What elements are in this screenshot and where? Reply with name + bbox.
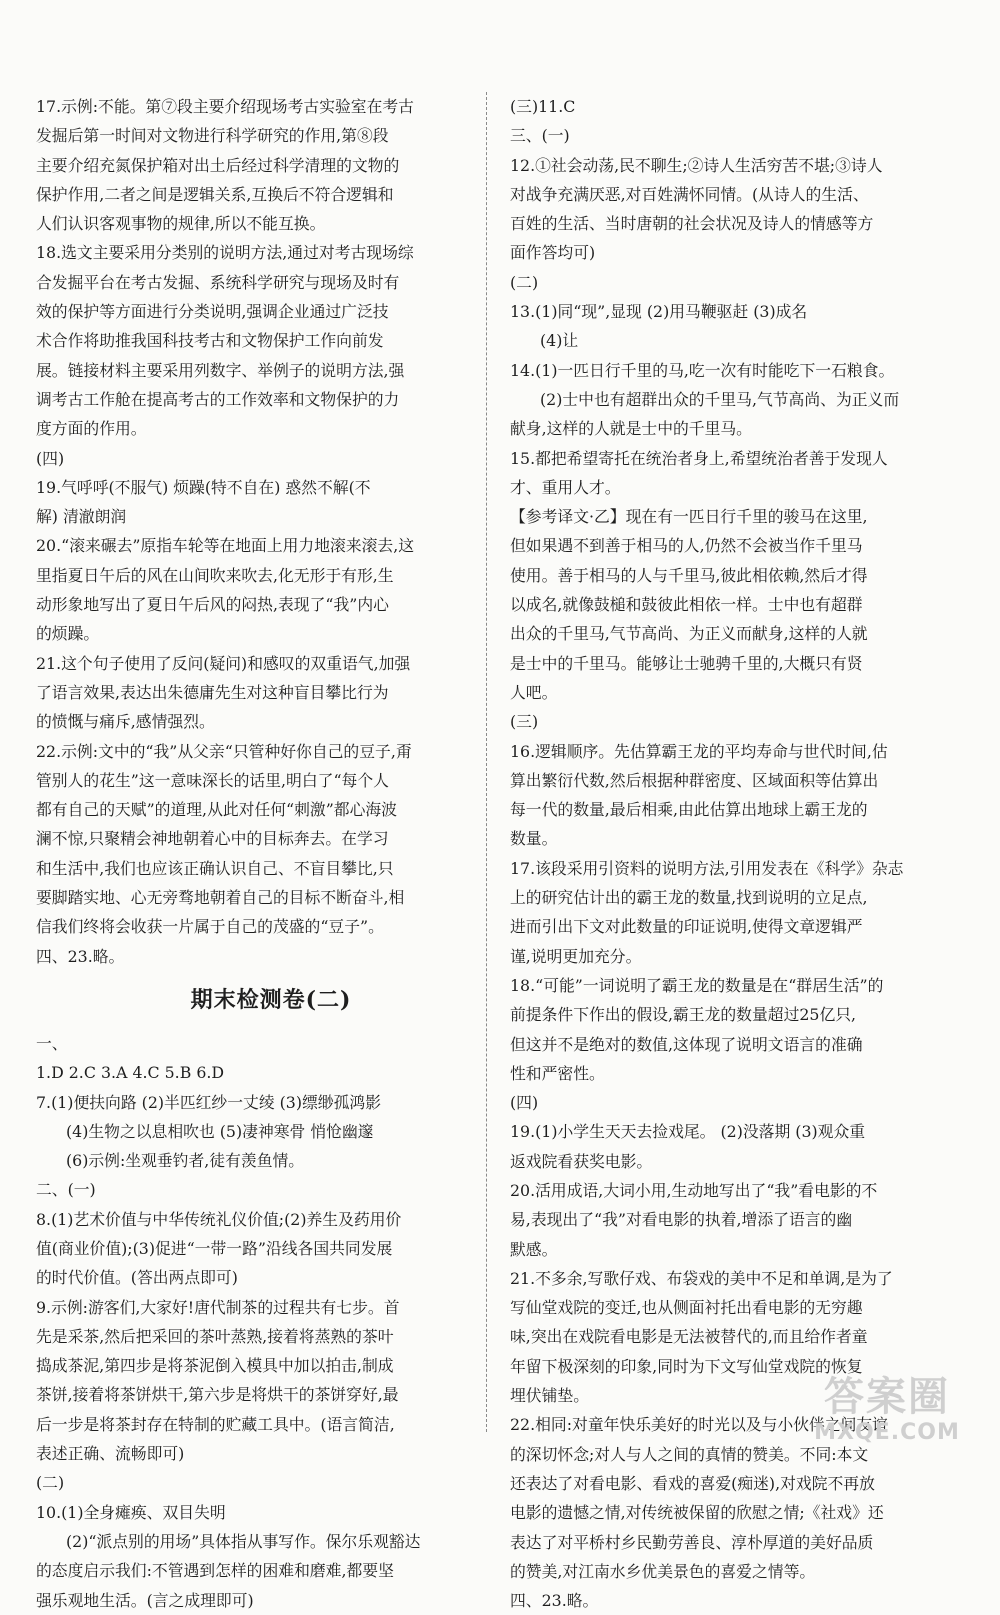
answer-line: 19.气呼呼(不服气) 烦躁(特不自在) 惑然不解(不 (36, 477, 371, 497)
answer-line: 的深切怀念;对人与人之间的真情的赞美。不同:本文 (510, 1444, 869, 1464)
watermark-logo (792, 1374, 982, 1452)
section-title: 期末检测卷(二) (190, 986, 352, 1013)
answer-line: 表述正确、流畅即可) (36, 1444, 185, 1464)
answer-line: 解) 清澈朗润 (36, 507, 127, 527)
answer-line: (4)让 (540, 331, 579, 351)
answer-line: 的赞美,对江南水乡优美景色的喜爱之情等。 (510, 1561, 816, 1581)
answer-line: 数量。 (510, 829, 558, 849)
answer-line: 10.(1)全身瘫痪、双目失明 (36, 1502, 226, 1522)
answer-line: 度方面的作用。 (36, 419, 147, 439)
answer-line: (4)生物之以息相吹也 (5)凄神寒骨 悄怆幽邃 (66, 1121, 374, 1141)
answer-line: (三)11.C (510, 97, 576, 116)
answer-line: 16.逻辑顺序。先估算霸王龙的平均寿命与世代时间,估 (510, 741, 888, 761)
answer-line: 每一代的数量,最后相乘,由此估算出地球上霸王龙的 (510, 800, 868, 820)
answer-line: 和生活中,我们也应该正确认识自己、不盲目攀比,只 (36, 858, 394, 878)
watermark-glyph: 答案圈 (824, 1374, 950, 1420)
answer-line: 术合作将助推我国科技考古和文物保护工作向前发 (36, 331, 384, 351)
answer-line: 二、(一) (36, 1180, 96, 1200)
answer-line: 人们认识客观事物的规律,所以不能互换。 (36, 214, 326, 234)
answer-line: (2)“派点别的用场”具体指从事写作。保尔乐观豁达 (66, 1531, 421, 1551)
answer-line: 三、(一) (510, 126, 570, 146)
answer-line: 发掘后第一时间对文物进行科学研究的作用,第⑧段 (36, 126, 389, 146)
left-answers-top (36, 92, 466, 971)
answer-line: 默感。 (510, 1239, 558, 1259)
answer-line: 但这并不是绝对的数值,这体现了说明文语言的准确 (510, 1034, 863, 1054)
answer-line: 的愤慨与痛斥,感情强烈。 (36, 712, 215, 732)
answer-line: 12.①社会动荡,民不聊生;②诗人生活穷苦不堪;③诗人 (510, 155, 883, 175)
answer-line: 上的研究估计出的霸王龙的数量,找到说明的立足点, (510, 888, 868, 908)
answer-line: 人吧。 (510, 682, 558, 702)
answer-line: 埋伏铺垫。 (510, 1386, 589, 1406)
answer-line: (四) (510, 1093, 539, 1113)
answer-line: 易,表现出了“我”对看电影的执着,增添了语言的幽 (510, 1210, 853, 1230)
answer-line: 要脚踏实地、心无旁骛地朝着自己的目标不断奋斗,相 (36, 888, 405, 908)
answer-line: 的烦躁。 (36, 624, 100, 644)
answer-line: 调考古工作舱在提高考古的工作效率和文物保护的力 (36, 389, 400, 409)
answer-line: 以成名,就像鼓槌和鼓彼此相依一样。士中也有超群 (510, 595, 863, 615)
answer-line: 合发掘平台在考古发掘、系统科学研究与现场及时有 (36, 272, 400, 292)
answer-line: 使用。善于相马的人与千里马,彼此相依赖,然后才得 (510, 565, 868, 585)
answer-line: 9.示例:游客们,大家好!唐代制茶的过程共有七步。首 (36, 1297, 400, 1317)
answer-line: (2)士中也有超群出众的千里马,气节高尚、为正义而 (540, 389, 900, 409)
answer-line: 保护作用,二者之间是逻辑关系,互换后不符合逻辑和 (36, 184, 394, 204)
answer-line: 14.(1)一匹日行千里的马,吃一次有时能吃下一石粮食。 (510, 360, 895, 380)
answer-line: 的态度启示我们:不管遇到怎样的困难和磨难,都要坚 (36, 1561, 394, 1581)
answer-line: 里指夏日午后的风在山间吹来吹去,化无形于有形,生 (36, 565, 394, 585)
watermark-url: MXQE.COM (814, 1420, 960, 1445)
answer-line: 年留下极深刻的印象,同时为下文写仙堂戏院的恢复 (510, 1356, 863, 1376)
answer-line: 茶饼,接着将茶饼烘干,第六步是将烘干的茶饼穿好,最 (36, 1385, 399, 1405)
answer-line: 强乐观地生活。(言之成理即可) (36, 1590, 254, 1610)
left-answers-bottom (36, 1029, 466, 1615)
answer-line: 但如果遇不到善于相马的人,仍然不会被当作千里马 (510, 536, 863, 556)
answer-line: 动形象地写出了夏日午后风的闷热,表现了“我”内心 (36, 595, 389, 615)
answer-line: 21.这个句子使用了反问(疑问)和感叹的双重语气,加强 (36, 653, 411, 673)
answer-line: 味,突出在戏院看电影是无法被替代的,而且给作者童 (510, 1327, 868, 1347)
answer-line: 管别人的花生”这一意味深长的话里,明白了“每个人 (36, 770, 389, 790)
answer-line: (四) (36, 448, 65, 468)
answer-line: 值(商业价值);(3)促进“一带一路”沿线各国共同发展 (36, 1238, 393, 1258)
answer-line: 22.相同:对童年快乐美好的时光以及与小伙伴之间友谊 (510, 1415, 888, 1435)
answer-line: 13.(1)同“现”,显现 (2)用马鞭驱赶 (3)成名 (510, 302, 808, 322)
answer-line: 表达了对平桥村乡民勤劳善良、淳朴厚道的美好品质 (510, 1532, 874, 1552)
answer-line: (6)示例:坐观垂钓者,徒有羡鱼情。 (66, 1151, 305, 1171)
answer-line: 展。链接材料主要采用列数字、举例子的说明方法,强 (36, 360, 405, 380)
answer-line: 了语言效果,表达出朱德庸先生对这种盲目攀比行为 (36, 682, 389, 702)
answer-line: 才、重用人才。 (510, 477, 621, 497)
answer-line: 效的保护等方面进行分类说明,强调企业通过广泛技 (36, 302, 389, 322)
answer-line: 主要介绍充氮保护箱对出土后经过科学清理的文物的 (36, 155, 400, 175)
answer-line: 17.该段采用引资料的说明方法,引用发表在《科学》杂志 (510, 858, 904, 878)
answer-line: 献身,这样的人就是士中的千里马。 (510, 419, 752, 439)
answer-line: 一、 (36, 1033, 68, 1053)
answer-line: 算出繁衍代数,然后根据种群密度、区域面积等估算出 (510, 770, 879, 790)
answer-line: 17.示例:不能。第⑦段主要介绍现场考古实验室在考古 (36, 97, 414, 116)
answer-line: 21.不多余,写歌仔戏、布袋戏的美中不足和单调,是为了 (510, 1268, 893, 1288)
answer-line: 先是采茶,然后把采回的茶叶蒸熟,接着将蒸熟的茶叶 (36, 1326, 394, 1346)
answer-line: (三) (510, 712, 539, 732)
answer-line: 8.(1)艺术价值与中华传统礼仪价值;(2)养生及药用价 (36, 1209, 402, 1229)
answer-line: 返戏院看获奖电影。 (510, 1151, 653, 1171)
answer-line: 出众的千里马,气节高尚、为正义而献身,这样的人就 (510, 624, 868, 644)
answer-line: 22.示例:文中的“我”从父亲“只管种好你自己的豆子,甭 (36, 741, 412, 761)
answer-line: 百姓的生活、当时唐朝的社会状况及诗人的情感等方 (510, 214, 874, 234)
answer-line: 15.都把希望寄托在统治者身上,希望统治者善于发现人 (510, 448, 888, 468)
answer-line: 澜不惊,只聚精会神地朝着心中的目标奔去。在学习 (36, 829, 389, 849)
answer-line: 18.选文主要采用分类别的说明方法,通过对考古现场综 (36, 243, 414, 263)
answer-line: 性和严密性。 (510, 1063, 605, 1083)
answer-line: 面作答均可) (510, 243, 596, 263)
answer-line: (二) (36, 1473, 65, 1493)
answer-line: 进而引出下文对此数量的印证说明,使得文章逻辑严 (510, 917, 863, 937)
answer-line: 的时代价值。(答出两点即可) (36, 1268, 238, 1288)
answer-line: 谨,说明更加充分。 (510, 946, 642, 966)
answer-line: 四、23.略。 (36, 946, 125, 966)
answer-line: 捣成茶泥,第四步是将茶泥倒入模具中加以拍击,制成 (36, 1356, 394, 1376)
answer-line: 电影的遗憾之情,对传统被保留的欣慰之情;《社戏》还 (510, 1503, 884, 1523)
answer-line: 20.活用成语,大词小用,生动地写出了“我”看电影的不 (510, 1180, 878, 1200)
answer-line: 后一步是将茶封存在特制的贮藏工具中。(语言简洁, (36, 1414, 395, 1434)
answer-line: 18.“可能”一词说明了霸王龙的数量是在“群居生活”的 (510, 975, 884, 995)
answer-line: 信我们终将会收获一片属于自己的茂盛的“豆子”。 (36, 917, 384, 937)
answer-line: 20.“滚来碾去”原指车轮等在地面上用力地滚来滚去,这 (36, 536, 415, 556)
answer-line: 还表达了对看电影、看戏的喜爱(痴迷),对戏院不再放 (510, 1473, 875, 1493)
answer-line: 是士中的千里马。能够让士驰骋千里的,大概只有贤 (510, 653, 863, 673)
answer-line: 1.D 2.C 3.A 4.C 5.B 6.D (36, 1063, 225, 1083)
answer-line: 四、23.略。 (510, 1591, 599, 1611)
answer-line: 都有自己的天赋”的道理,从此对任何“刺激”都心海波 (36, 800, 397, 820)
column-divider (486, 92, 487, 1432)
answer-line: 7.(1)便扶向路 (2)半匹红纱一丈绫 (3)缥缈孤鸿影 (36, 1092, 381, 1112)
answer-line: 【参考译文·乙】现在有一匹日行千里的骏马在这里, (510, 507, 868, 527)
answer-line: 对战争充满厌恶,对百姓满怀同情。(从诗人的生活、 (510, 184, 869, 204)
answer-line: 写仙堂戏院的变迁,也从侧面衬托出看电影的无穷趣 (510, 1298, 863, 1318)
answer-line: 19.(1)小学生天天去捡戏尾。 (2)没落期 (3)观众重 (510, 1122, 866, 1142)
answer-line: 前提条件下作出的假设,霸王龙的数量超过25亿只, (510, 1005, 857, 1025)
answer-line: (二) (510, 272, 539, 292)
left-column (36, 92, 466, 1615)
